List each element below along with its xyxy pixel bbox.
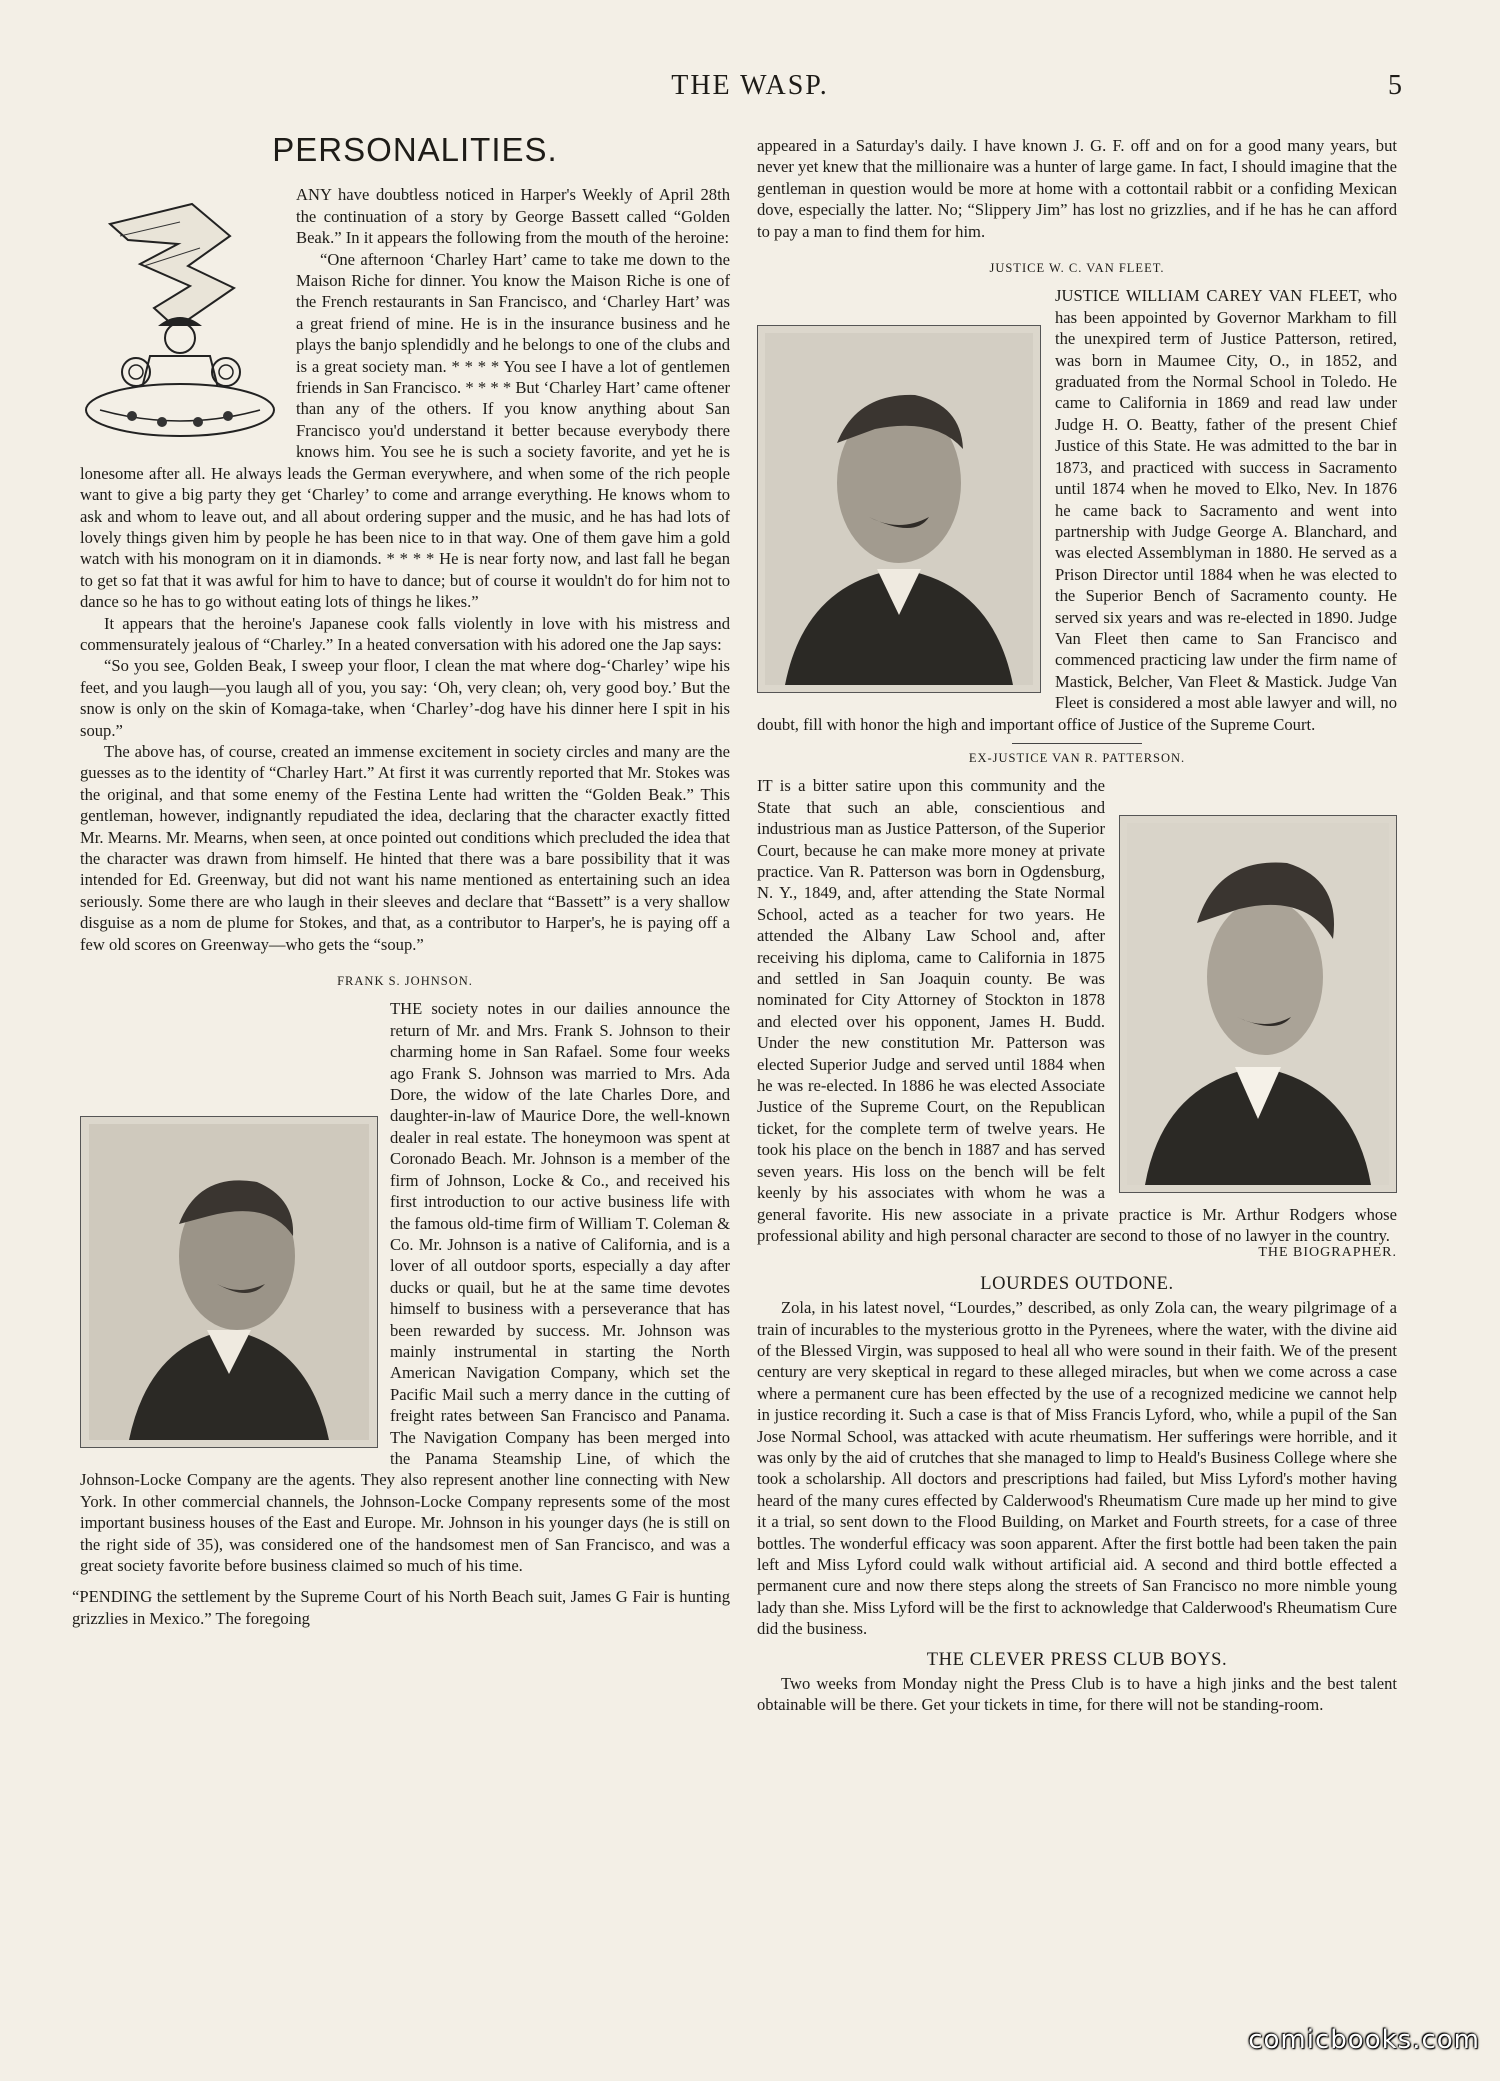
watermark: comicbooks.com [1248,2025,1480,2055]
johnson-paragraph: THE society notes in our dailies announce the return of Mr. and Mrs. Frank S. Johnson to their charming home in San Rafael. Some four weeks ago Frank S. Johnson was married to Mrs. Ada Dore, the widow of the late Charles Dore, and daughter-in-law of Maurice Dore, the well-known dealer in real estate. The honeymoon was spent at Coronado Beach. Mr. Johnson is a member of the firm of Johnson, Locke & Co., and received his first introduction to our active business life with the famous old-time firm of William T. Coleman & Co. Mr. Johnson is a native of California, and is a lover of all outdoor sports, especially a day after ducks or quail, but he at the same time devotes himself to business with a perseverance that has been rewarded by success. Mr. Johnson was mainly instrumental in starting the North American Navigation Company, which set the Pacific Mail such a merry dance in the cutting of freight rates between San Francisco and Panama. The Navigation Company has been merged into the Panama Steamship Line, of which the Johnson-Locke Company are the agents. They also represent another line connecting with New York. In other commercial channels, the Johnson-Locke Company represents some of the most important business houses of the East and Europe. Mr. Johnson in his younger days (he is still on the right side of 35), was considered one of the handsomest men of San Francisco, and was a great society favorite before business claimed so much of his time. [80,999,730,1575]
patterson-portrait-photo [1119,815,1397,1193]
personalities-paragraph: ANY have doubtless noticed in Harper's Weekly of April 28th the continuation of a story by George Bassett called “Golden Beak.” In it appears the following from the mouth of the heroine: [296,185,730,248]
johnson-portrait-photo [80,1116,378,1448]
personalities-quote: “One afternoon ‘Charley Hart’ came to take me down to the Maison Riche for dinner. You know the Maison Riche is one of the French restaurants in San Francisco, and ‘Charley Hart’ was a great friend of mine. He is in the insurance business and he plays the banjo splendidly and he belongs to one of the clubs and is a great society man. * * * * You see I have a lot of gentlemen friends in San Francisco. * * * * But ‘Charley Hart’ came oftener than any of the others. If you know anything about San Francisco you'd understand it better because everybody there knows him. You see he is such a society favorite, and yet he is lonesome after all. He always leads the German everywhere, and when some of the rich people want to give a big party they get ‘Charley’ to come and arrange everything. He knows whom to ask and whom to leave out, and all about ordering supper and the music, and he has had lots of lovely things given him by people he has been nice to in that way. One of them gave him a gold watch with his monogram on it in diamonds. * * * * He is near forty now, and last fall he began to get so fat that it was awful for him to have to dance; but of course it wouldn't do for him not to dance so he has to go without eating lots of things he likes.” [80,249,730,612]
van-fleet-heading: JUSTICE W. C. VAN FLEET. [989,261,1165,276]
running-head: THE WASP. [671,70,829,101]
patterson-heading: EX-JUSTICE VAN R. PATTERSON. [968,750,1186,765]
press-club-heading: THE CLEVER PRESS CLUB BOYS. [926,1649,1228,1670]
johnson-heading: FRANK S. JOHNSON. [337,974,473,989]
van-fleet-portrait-photo [757,325,1041,693]
page-number: 5 [1388,70,1402,101]
press-club-paragraph: Two weeks from Monday night the Press Club is to have a high jinks and the best talent obtainable will be there. Get your tickets in time, for there will not be standing-room. [757,1674,1397,1715]
right-column [757,135,1397,1716]
personalities-paragraph: It appears that the heroine's Japanese cook falls violently in love with his mistress and commensurately jealous of “Charley.” In a heated conversation with his adored one the Jap says: [80,613,730,654]
divider-rule [1012,743,1142,744]
patterson-paragraph: IT is a bitter satire upon this community and the State that such an able, conscientious and industrious man as Justice Patterson, of the Superior Court, because he can make more money at private practice. Van R. Patterson was born in Ogdensburg, N. Y., 1849, and, after attending the State Normal School, acted as a teacher for two years. He attended the Albany Law School and, after receiving his diploma, came to California in 1875 and settled in San Joaquin county. Be was nominated for City Attorney of Stockton in 1878 and elected over his opponent, James H. Budd. Under the new constitution Mr. Patterson was elected Superior Judge and served until 1884 when he was re-elected. In 1886 he was elected Associate Justice of the Supreme Court, on the Republican ticket, for the complete term of twelve years. He took his place on the bench in 1887 and has served seven years. His loss on the bench will be felt keenly by his associates with whom he was a general favorite. His new associate in a private practice is Mr. Arthur Rodgers whose professional ability and high personal character are second to those of no lawyer in the country. [757,776,1397,1245]
lourdes-paragraph: Zola, in his latest novel, “Lourdes,” described, as only Zola can, the weary pilgrimage of a train of incurables to the mysterious grotto in the Pyrenees, where the water, with the divine aid of the Blessed Virgin, was supposed to heal all who were sound in their faith. We of the present century are very skeptical in regard to these alleged miracles, but when we come across a case where a permanent cure has been effected by the use of a recognized medicine we cannot help in justice recording it. Such a case is that of Miss Francis Lyford, who, while a pupil of the San Jose Normal School, was attacked with acute rheumatism. Her sufferings were horrible, and it was only by the aid of crutches that she managed to limp to Heald's Business College where she took a scholarship. All doctors and prescriptions had failed, but Miss Lyford's mother having heard of the many cures effected by Calderwood's Rheumatism Cure made up her mind to give it a trial, so sent down to the Flood Building, on Market and Fourth streets, for a case of three bottles. The wonderful efficacy was soon apparent. After the first bottle had been taken the pain left and Miss Lyford could walk without artificial aid. A second and third bottle effected a permanent cure and now there steps along the streets of San Francisco no more nimble young lady than she. Miss Lyford will be the first to acknowledge that Calderwood's Rheumatism Cure did the business. [757,1298,1397,1639]
signature: THE BIOGRAPHER. [1258,1245,1397,1261]
personalities-paragraph: The above has, of course, created an immense excitement in society circles and many are the guesses as to the identity of “Charley Hart.” At first it was currently reported that Mr. Stokes was the original, and that some enemy of the Festina Lente had written the “Golden Beak.” This gentleman, however, indignantly repudiated the idea, declaring that the character exactly fitted Mr. Mearns. Mr. Mearns, when seen, at once pointed out conditions which precluded the idea that the character was drawn from himself. He hinted that there was a bare possibility that it was intended for Ed. Greenway, but did not want his name mentioned as entertaining such an idea seriously. Some there are who laugh in their sleeves and declare that “Bassett” is a very shallow disguise as a nom de plume for Stokes, and that, as a contributor to Harper's, he is paying off a few old scores on Greenway—who gets the “soup.” [80,741,730,954]
decorative-japanese-figure-illustration [80,196,284,446]
van-fleet-paragraph: JUSTICE WILLIAM CAREY VAN FLEET, who has been appointed by Governor Markham to fill the unexpired term of Justice Patterson, retired, was born in Maumee City, O., in 1852, and graduated from the Normal School in Toledo. He came to California in 1869 and read law under Judge H. O. Beatty, father of the present Chief Justice of this State. He was admitted to the bar in 1873, and practiced with success in Sacramento until 1874 when he moved to Elko, Nev. In 1876 he came back to Sacramento and went into partnership with Judge George A. Blanchard, and was elected Assemblyman in 1880. He served as a Prison Director until 1884 when he was elected to the Superior Bench of Sacramento county. He served six years and was re-elected in 1890. Judge Van Fleet then came to San Francisco and commenced practicing law under the firm name of Mastick, Belcher, Van Fleet & Mastick. Judge Van Fleet is considered a most able lawyer and will, no doubt, fill with honor the high and important office of Justice of the Supreme Court. [757,286,1397,734]
left-column [72,131,730,1629]
section-title: PERSONALITIES. [272,131,558,168]
fair-paragraph: “PENDING the settlement by the Supreme Court of his North Beach suit, James G Fair is hunting grizzlies in Mexico.” The foregoing [72,1587,730,1628]
personalities-quote: “So you see, Golden Beak, I sweep your floor, I clean the mat where dog-‘Charley’ wipe his feet, and you laugh—you laugh all of you, you say: ‘Oh, very clean; oh, very good boy.’ But the snow is only on the skin of Komaga-take, when ‘Charley’-dog have his dinner here I spit in his soup.” [80,656,730,740]
fair-continued-paragraph: appeared in a Saturday's daily. I have known J. G. F. off and on for a good many years, but never yet knew that the millionaire was a hunter of large game. In fact, I should imagine that the gentleman in question would be more at home with a cottontail rabbit or a confiding Mexican dove, especially the latter. No; “Slippery Jim” has lost no grizzlies, and if he has he can afford to pay a man to find them for him. [757,136,1397,241]
lourdes-heading: LOURDES OUTDONE. [980,1273,1174,1294]
